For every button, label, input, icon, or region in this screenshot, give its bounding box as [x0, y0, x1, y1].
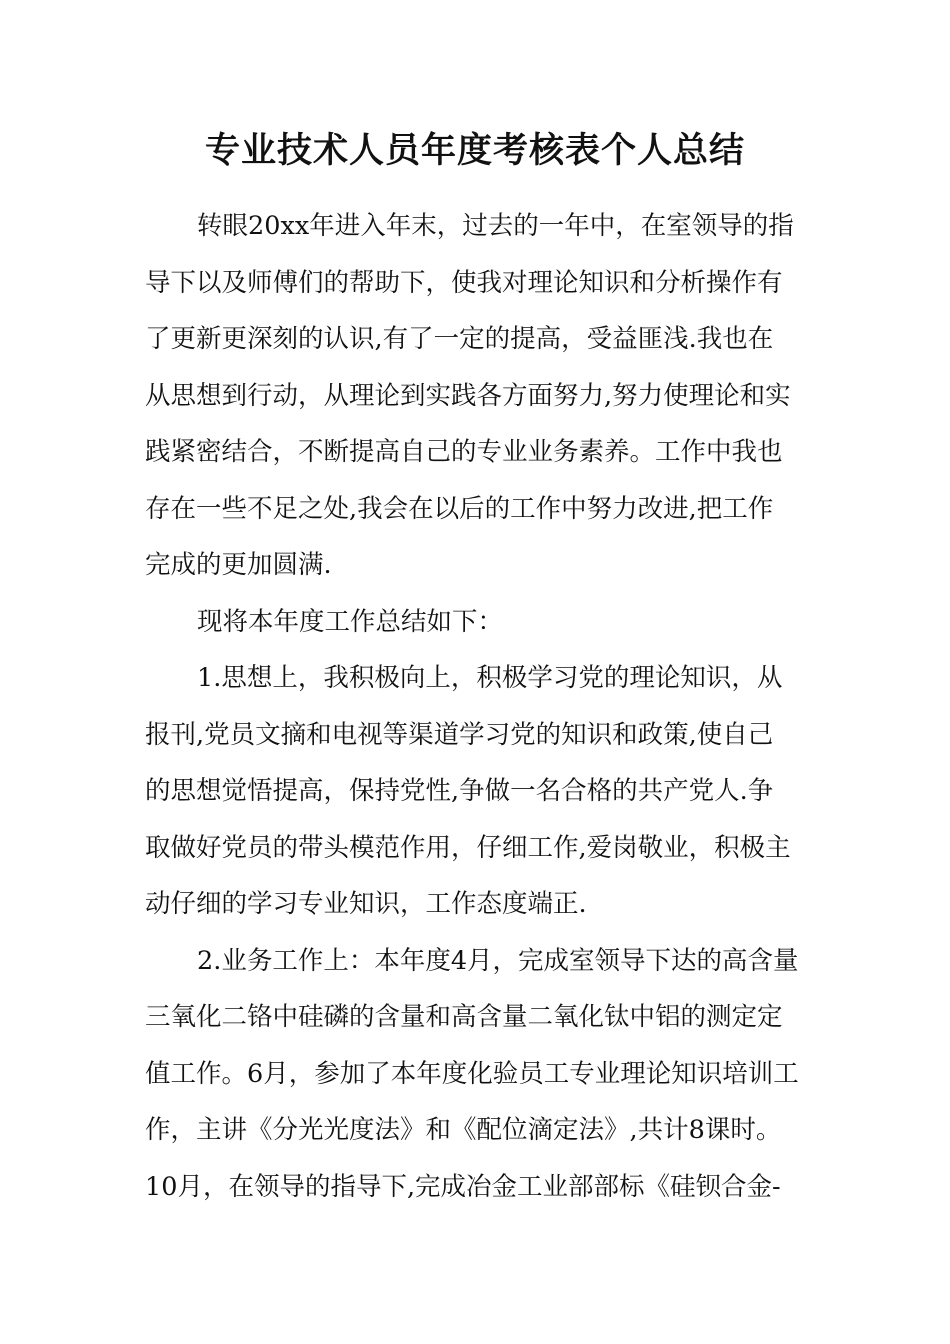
text-line: 1.思想上，我积极向上，积极学习党的理论知识，从: [197, 663, 783, 693]
text-line: 了更新更深刻的认识,有了一定的提高，受益匪浅.我也在: [145, 324, 774, 354]
text-line: 作，主讲《分光光度法》和《配位滴定法》,共计8课时。: [145, 1115, 782, 1145]
text-line: 10月，在领导的指导下,完成冶金工业部部标《硅钡合金-: [145, 1171, 781, 1202]
text-line: 三氧化二铬中硅磷的含量和高含量二氧化钛中铝的测定定: [145, 1002, 783, 1032]
text-line: 从思想到行动，从理论到实践各方面努力,努力使理论和实: [145, 380, 791, 411]
text-line: 现将本年度工作总结如下：: [197, 606, 504, 637]
text-line: 值工作。6月，参加了本年度化验员工专业理论知识培训工: [145, 1058, 799, 1089]
text-line: 转眼20xx年进入年末，过去的一年中，在室领导的指: [197, 211, 794, 241]
document-body: [145, 198, 810, 1215]
text-line: 动仔细的学习专业知识，工作态度端正.: [145, 889, 587, 919]
text-line: 报刊,党员文摘和电视等渠道学习党的知识和政策,使自己: [145, 719, 774, 750]
document-title: 专业技术人员年度考核表个人总结: [204, 130, 745, 171]
text-line: 的思想觉悟提高，保持党性,争做一名合格的共产党人.争: [145, 776, 774, 806]
text-line: 完成的更加圆满.: [145, 550, 332, 580]
text-line: 导下以及师傅们的帮助下，使我对理论知识和分析操作有: [145, 267, 783, 298]
text-line: 取做好党员的带头模范作用，仔细工作,爱岗敬业，积极主: [145, 832, 791, 863]
text-line: 践紧密结合，不断提高自己的专业业务素养。工作中我也: [145, 437, 783, 467]
text-line: 存在一些不足之处,我会在以后的工作中努力改进,把工作: [145, 493, 774, 524]
text-line: 2.业务工作上：本年度4月，完成室领导下达的高含量: [197, 945, 799, 976]
